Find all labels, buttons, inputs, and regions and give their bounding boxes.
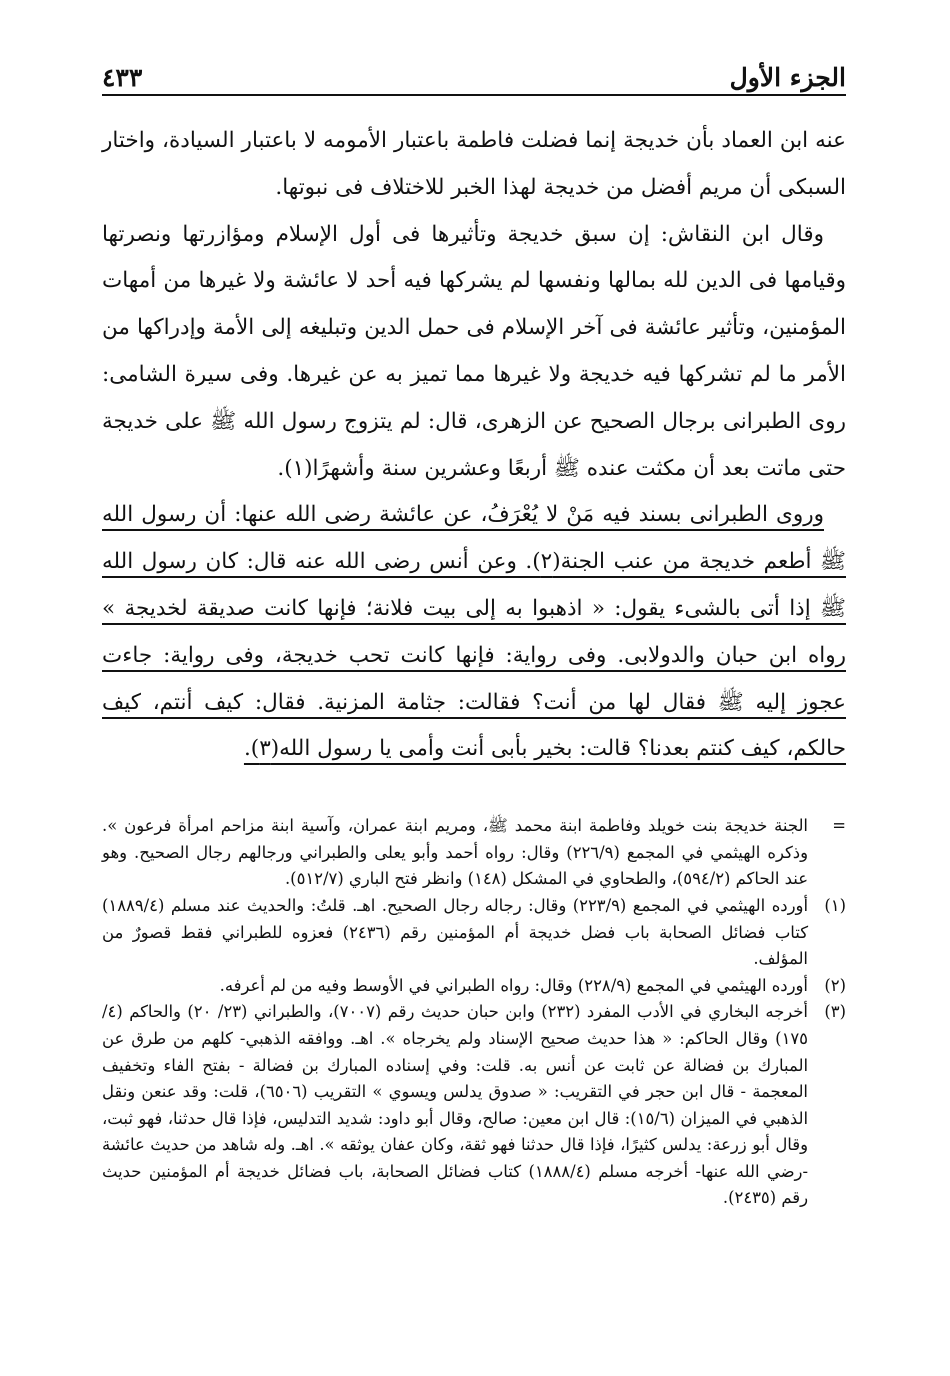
footnote <box>102 893 846 973</box>
main-text <box>102 118 846 773</box>
body-paragraph: عنه ابن العماد بأن خديجة إنما فضلت فاطمة باعتبار الأمومه لا باعتبار السيادة، واختار السبكى أن مريم أفضل من خديجة لهذا الخبر للاختلاف فى نبوتها. <box>102 128 846 200</box>
footnotes <box>102 813 846 1212</box>
footnote-text: أخرجه البخاري في الأدب المفرد (٢٣٢) وابن حبان حديث رقم (٧٠٠٧)، والطبراني (٢٣/ ٢٠) والحاكم (٤/ ١٧٥) وقال الحاكم: « هذا حديث صحيح الإسناد ولم يخرجاه ». اهـ. ووافقه الذهبي- كلهم من طرق عن المبارك بن فضالة عن ثابت عن أنس به. قلت: وفي إسناده المبارك بن فضالة - بفتح الفاء وتخفيف المعجمة - قال ابن حجر في التقريب: « صدوق يدلس ويسوي » التقريب (٦٥٠٦)، قلت: وقد عنعن ونقل الذهبي في الميزان (١٥/٦): قال ابن معين: صالح، وقال أبو داود: شديد التدليس، فإذا قال حدثنا، فهو ثبت، وقال أبو زرعة: يدلس كثيرًا، فإذا قال حدثنا فهو ثقة، وكان عفان يوثقه ». اهـ. وله شاهد من حديث عائشة -رضي الله عنها- أخرجه مسلم (١٨٨٨/٤) كتاب فضائل الصحابة، باب فضائل خديجة أم المؤمنين حديث رقم (٢٤٣٥). <box>102 1002 808 1208</box>
body-paragraph: وقال ابن النقاش: إن سبق خديجة وتأثيرها فى أول الإسلام ومؤازرتها ونصرتها وقيامها فى الدين لله بمالها ونفسها لم يشركها فيه أحد لا عائشة ولا غيرها من أمهات المؤمنين، وتأثير عائشة فى آخر الإسلام فى حمل الدين وتبليغه إلى الأمة وإدراكها من الأمر ما لم تشركها فيه خديجة ولا غيرها مما تميز به عن غيرها. وفى سيرة الشامى: روى الطبرانى برجال الصحيح عن الزهرى، قال: لم يتزوج رسول الله ﷺ على خديجة حتى ماتت بعد أن مكثت عنده ﷺ أربعًا وعشرين سنة وأشهرًا(١). <box>102 221 846 481</box>
body-paragraph: وروى الطبرانى بسند فيه مَنْ لا يُعْرَفُ، عن عائشة رضى الله عنها: أن رسول الله ﷺ أطعم خديجة من عنب الجنة(٢). وعن أنس رضى الله عنه قال: كان رسول الله ﷺ إذا أتى بالشىء يقول: « اذهبوا به إلى بيت فلانة؛ فإنها كانت صديقة لخديجة » رواه ابن حبان والدولابى. وفى رواية: فإنها كانت تحب خديجة، وفى رواية: جاءت عجوز إليه ﷺ فقال لها من أنت؟ فقالت: جثامة المزنية. فقال: كيف أنتم، كيف حالكم، كيف كنتم بعدنا؟ قالت: بخير بأبى أنت وأمى يا رسول الله(٣). <box>102 502 846 762</box>
footnote-text: أورده الهيثمي في المجمع (٢٢٨/٩) وقال: رواه الطبراني في الأوسط وفيه من لم أعرفه. <box>219 975 808 995</box>
header-title: الجزء الأول <box>729 63 846 92</box>
footnote-text: أورده الهيثمي في المجمع (٢٢٣/٩) وقال: رجاله رجال الصحيح. اهـ. قلتُ: والحديث عند مسلم (١٨٨٩/٤) كتاب فضائل الصحابة باب فضل خديجة أم المؤمنين رقم (٢٤٣٦) فعزوه للطبراني فقط قصورٌ من المؤلف. <box>102 895 808 969</box>
footnote <box>102 973 846 1000</box>
footnote-number: (٣) <box>824 1002 846 1022</box>
footnote-number: = <box>832 816 846 836</box>
running-header <box>102 50 846 96</box>
footnote <box>102 999 846 1212</box>
page-number: ٤٣٣ <box>102 63 143 92</box>
footnote-number: (٢) <box>824 975 846 995</box>
footnote <box>102 813 846 893</box>
footnote-text: الجنة خديجة بنت خويلد وفاطمة ابنة محمد ﷺ، ومريم ابنة عمران، وآسية ابنة مزاحم امرأة فرعون ». وذكره الهيثمي في المجمع (٢٢٦/٩) وقال: رواه أحمد وأبو يعلى والطبراني ورجالهم رجال الصحيح. وهو عند الحاكم (٥٩٤/٢)، والطحاوي في المشكل (١٤٨) وانظر فتح الباري (٥١٢/٧). <box>102 816 809 889</box>
book-page <box>102 50 846 1212</box>
footnote-number: (١) <box>824 895 846 915</box>
